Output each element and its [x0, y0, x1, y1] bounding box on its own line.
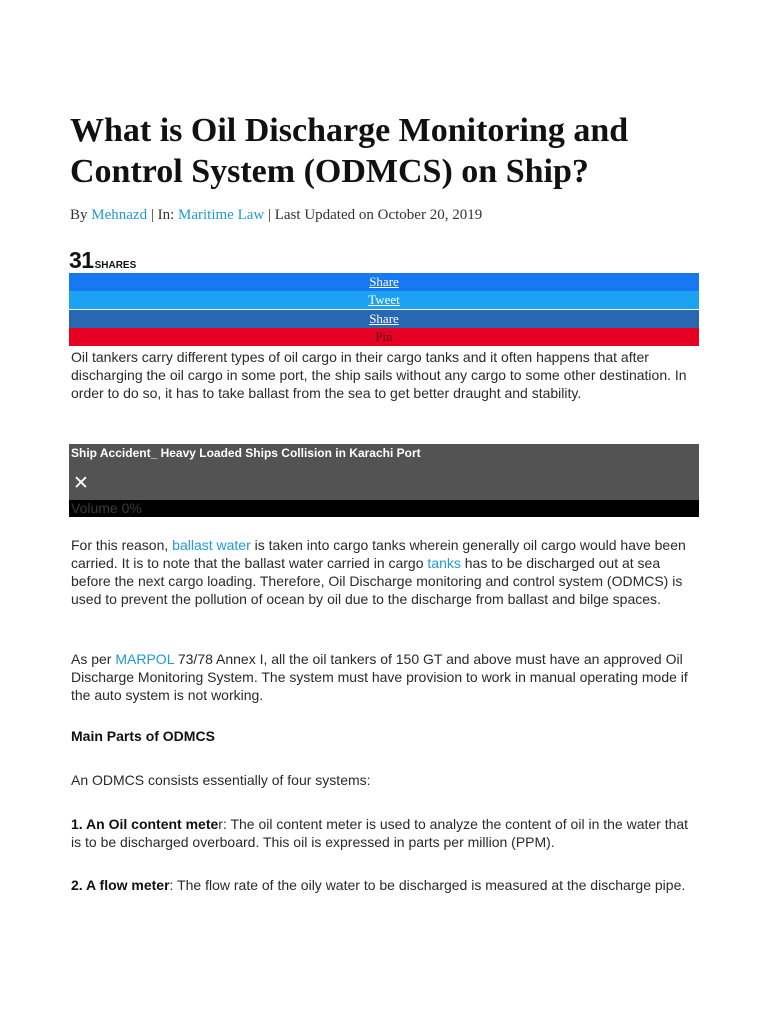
flow-meter-desc: : The flow rate of the oily water to be discharged is measured at the discharge pipe. — [169, 877, 686, 893]
volume-label: Volume 0% — [71, 500, 142, 516]
pinterest-pin-button[interactable]: Pin — [69, 328, 699, 346]
video-control-bar[interactable] — [69, 500, 699, 517]
facebook-share-button[interactable]: Share — [69, 273, 699, 291]
ballast-water-link[interactable]: ballast water — [172, 537, 251, 553]
marpol-link[interactable]: MARPOL — [115, 651, 174, 667]
author-link[interactable]: Mehnazd — [91, 207, 148, 223]
close-icon[interactable]: ✕ — [73, 472, 89, 494]
byline-by: By — [70, 207, 92, 223]
share-counter — [69, 247, 136, 274]
intro-paragraph: Oil tankers carry different types of oil cargo in their cargo tanks and it often happens that after discharging the oil cargo in some port, the ship sails without any cargo to some other destination. In order to do so, it has to take ballast from the sea to get better draught and stability. — [71, 349, 687, 401]
share-count-label: SHARES — [94, 260, 137, 271]
tanks-link[interactable]: tanks — [427, 555, 461, 571]
ballast-text-2: is taken into cargo tanks wherein generally oil cargo would have been carried. It is to note that the ballast water carried in cargo — [71, 537, 686, 571]
twitter-tweet-button[interactable]: Tweet — [69, 291, 699, 309]
category-link[interactable]: Maritime Law — [178, 207, 265, 223]
video-player[interactable] — [69, 444, 699, 517]
article-title: What is Oil Discharge Monitoring and Control System (ODMCS) on Ship? — [70, 112, 629, 190]
byline — [70, 205, 710, 225]
share-count: 31 — [69, 247, 94, 273]
oil-content-meter-term: 1. An Oil content mete — [71, 816, 219, 832]
video-title: Ship Accident_ Heavy Loaded Ships Collision in Karachi Port — [71, 446, 421, 460]
four-systems-paragraph: An ODMCS consists essentially of four systems: — [71, 772, 371, 788]
linkedin-share-button[interactable]: Share — [69, 310, 699, 328]
marpol-text-2: 73/78 Annex I, all the oil tankers of 150 GT and above must have an approved Oil Discharge Monitoring System. The system must have provision to work in manual operating mode if the auto system is not working. — [71, 651, 688, 703]
marpol-text-1: As per — [71, 651, 116, 667]
oil-content-meter-desc: r: The oil content meter is used to analyze the content of oil in the water that is to be discharged overboard. This oil is expressed in parts per million (PPM). — [71, 816, 689, 850]
byline-in: | In: — [147, 207, 178, 223]
ballast-text-1: For this reason, — [71, 537, 173, 553]
list-item-oil-content-meter — [71, 815, 701, 851]
ballast-paragraph — [71, 536, 701, 608]
list-item-flow-meter — [71, 876, 701, 894]
byline-updated: | Last Updated on October 20, 2019 — [264, 207, 483, 223]
flow-meter-term: 2. A flow meter — [71, 877, 170, 893]
marpol-paragraph — [71, 650, 701, 704]
section-heading: Main Parts of ODMCS — [71, 728, 215, 744]
ballast-text-3: has to be discharged out at sea before the next cargo loading. Therefore, Oil Discharge monitoring and control system (ODMCS) is used to prevent the pollution of ocean by oil due to the discharge from ballast and bilge spaces. — [71, 555, 683, 607]
